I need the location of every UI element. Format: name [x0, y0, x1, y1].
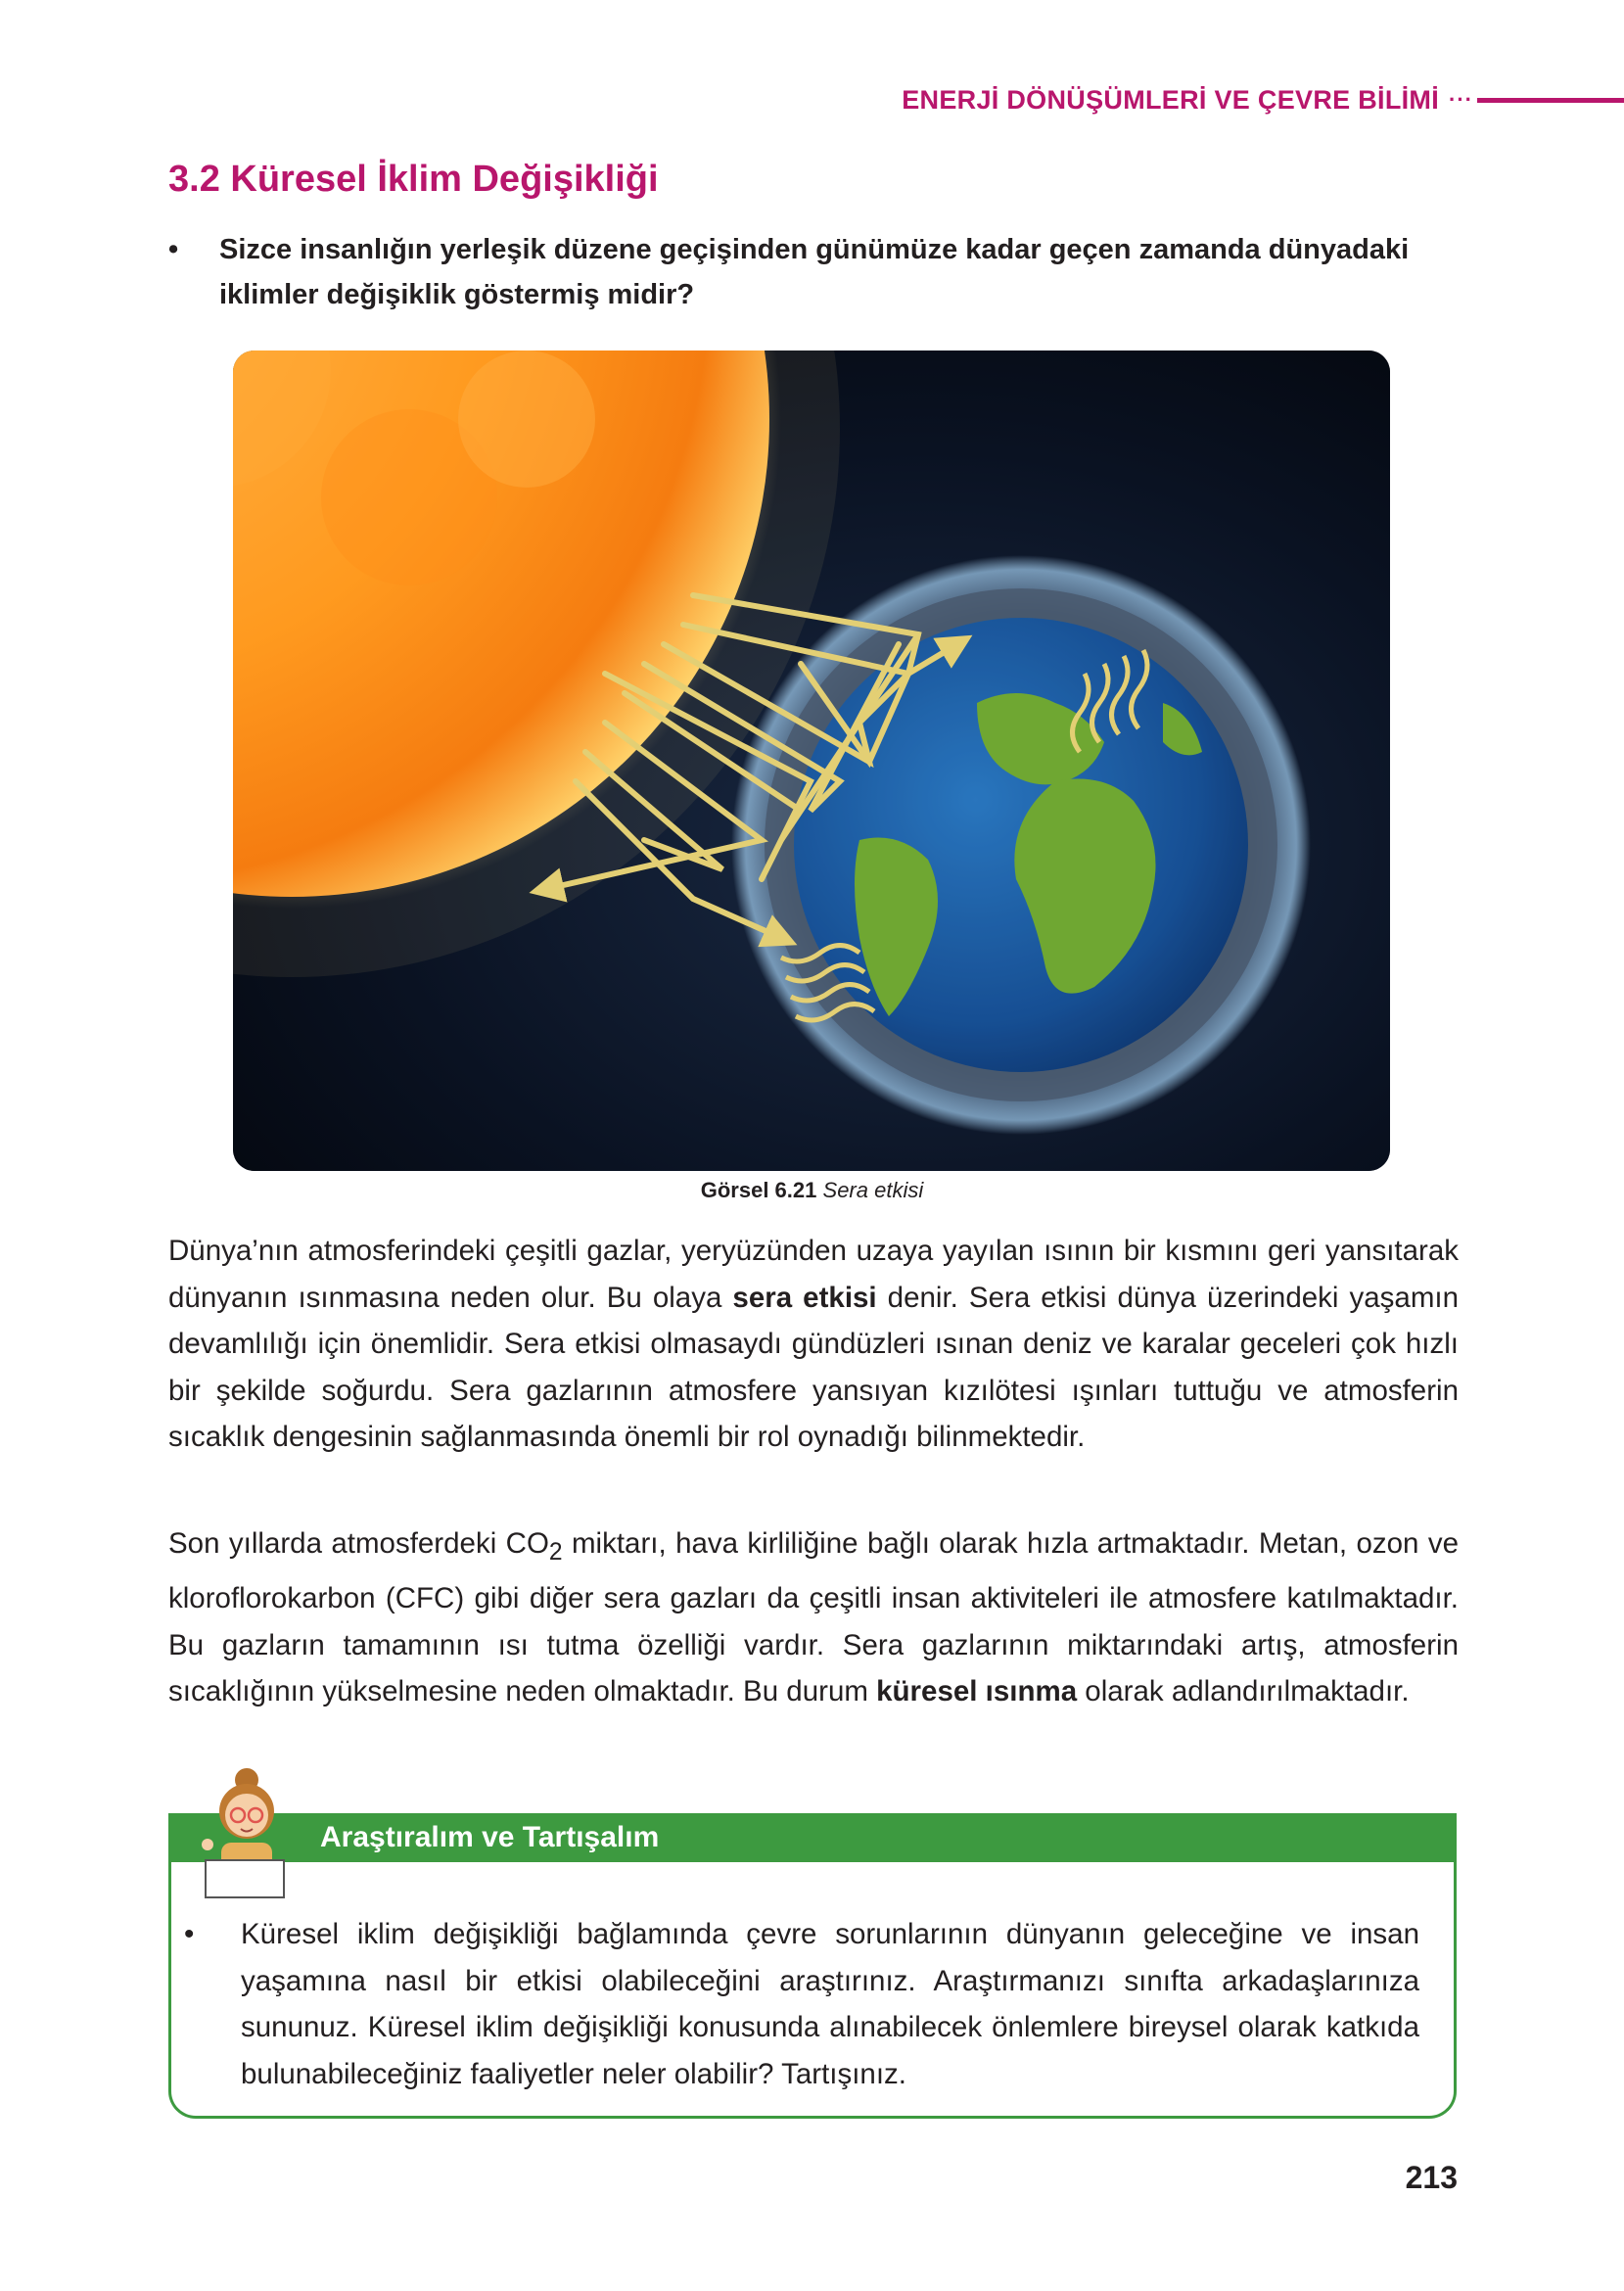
co2-subscript: 2 — [548, 1538, 563, 1566]
paragraph-kuresel-isinma — [168, 1520, 1459, 1715]
activity-text: Küresel iklim değişikliği bağlamında çevre sorunlarının dünyanın geleceğine ve insan yaşamına nasıl bir etkisi olabileceğini araştırınız. Araştırmanızı sınıfta arkadaşlarınıza sununuz. Küresel iklim değişikliği konusunda alınabilecek önlemlere bireysel olarak katkıda bulunabileceğiniz faaliyetler neler olabilir? Tartışınız. — [241, 1918, 1419, 2090]
term-sera-etkisi: sera etkisi — [732, 1281, 877, 1314]
paragraph1-text-b: denir. Sera etkisi dünya üzerindeki yaşamın devamlılığı için önemlidir. Sera etkisi olmasaydı gündüzleri ısınan deniz ve karalar geceleri çok hızlı bir şekilde soğurdu. Sera gazlarının atmosfere yansıyan kızılötesi ışınları tuttuğu ve atmosferin sıcaklık dengesinin sağlanmasında önemli bir rol oynadığı bilinmektedir. — [168, 1281, 1459, 1453]
bullet: • — [184, 1918, 195, 1950]
header-dots: ··· — [1449, 87, 1473, 112]
paragraph2-text-b: miktarı, hava kirliliğine bağlı olarak hızla artmaktadır. Metan, ozon ve kloroflorokarbon (CFC) gibi diğer sera gazları da çeşitli insan aktiviteleri ile atmosfere katılmaktadır. Bu gazların tamamının ısı tutma özelliği vardır. Sera gazlarının miktarındaki artış, atmosferin sıcaklığının yükselmesine neden olmaktadır. Bu durum — [168, 1527, 1459, 1708]
header-rule — [1477, 98, 1624, 103]
page-number: 213 — [1405, 2160, 1458, 2195]
question-text: Sizce insanlığın yerleşik düzene geçişinden günümüze kadar geçen zamanda dünyadaki iklimler değişiklik göstermiş midir? — [219, 234, 1410, 310]
caption-text: Sera etkisi — [822, 1178, 924, 1202]
section-title: 3.2 Küresel İklim Değişikliği — [168, 159, 659, 200]
running-header — [902, 80, 1624, 119]
caption-number: Görsel 6.21 — [700, 1178, 817, 1202]
figure-caption — [0, 1178, 1624, 1203]
intro-question — [168, 227, 1459, 317]
earth-illustration — [731, 555, 1311, 1135]
greenhouse-figure — [233, 351, 1390, 1171]
teacher-illustration — [196, 1762, 294, 1901]
sera-etkisi-illustration — [233, 351, 1390, 1171]
paragraph2-text-a: Son yıllarda atmosferdeki CO — [168, 1527, 549, 1560]
paragraph-sera-etkisi — [168, 1228, 1459, 1461]
chapter-title: ENERJİ DÖNÜŞÜMLERİ VE ÇEVRE BİLİMİ — [902, 84, 1440, 115]
activity-body — [184, 1911, 1419, 2097]
paragraph2-text-c: olarak adlandırılmaktadır. — [1077, 1675, 1410, 1708]
term-kuresel-isinma: küresel ısınma — [876, 1675, 1078, 1708]
activity-title: Araştıralım ve Tartışalım — [320, 1821, 660, 1853]
activity-header — [168, 1813, 1457, 1862]
bullet: • — [168, 234, 179, 265]
paragraph1-text-a: Dünya’nın atmosferindeki çeşitli gazlar, yeryüzünden uzaya yayılan ısının bir kısmını geri yansıtarak dünyanın ısınmasına neden olur. Bu olaya — [168, 1235, 1459, 1314]
